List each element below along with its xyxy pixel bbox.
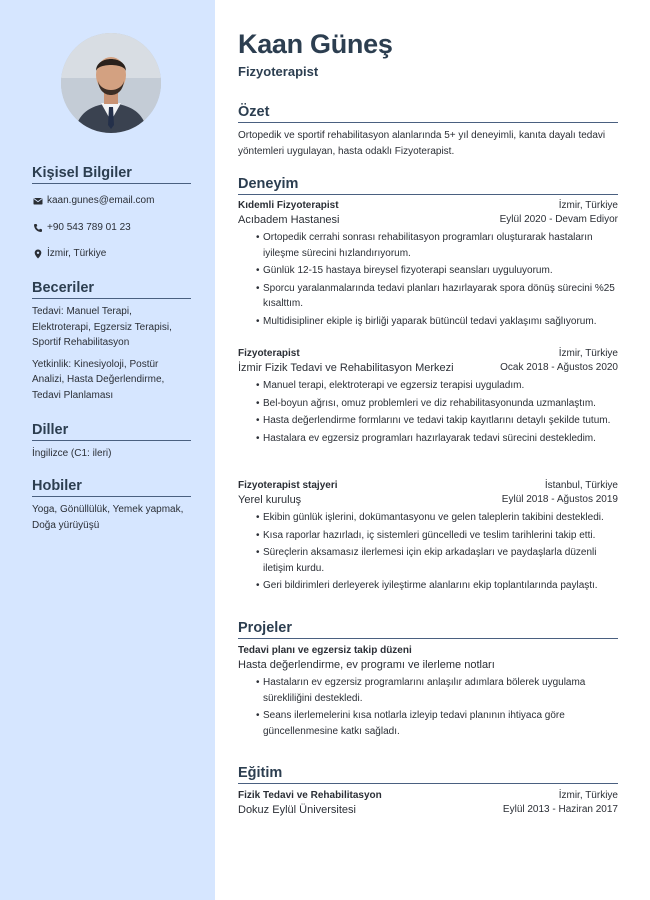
project-header [238, 644, 618, 658]
project-subheader [238, 658, 618, 672]
sidebar [0, 0, 215, 900]
bullet-item: • Hastalara ev egzersiz programları hazırlayarak tedavi sürecini destekledim. [256, 431, 618, 447]
bullet-item: • Kısa raporlar hazırladı, iç sistemleri güncelledi ve teslim tarihlerini takip etti. [256, 528, 618, 544]
bullet-item: • Manuel terapi, elektroterapi ve egzersiz terapisi uyguladım. [256, 378, 618, 394]
job-company: İzmir Fizik Tedavi ve Rehabilitasyon Merkezi [238, 362, 454, 374]
skills-title: Beceriler [32, 279, 191, 299]
experience-section [238, 175, 618, 195]
job-entry [238, 479, 618, 596]
education-header [238, 789, 618, 803]
project-bullets [256, 675, 618, 739]
personal-info-section [32, 164, 191, 260]
job-header [238, 199, 618, 213]
job-dates: Eylül 2018 - Ağustos 2019 [501, 494, 618, 505]
job-location: İstanbul, Türkiye [544, 480, 618, 491]
email-text[interactable]: kaan.gunes@email.com [47, 195, 155, 206]
skills-competency: Yetkinlik: Kinesiyoloji, Postür Analizi, Hasta Değerlendirme, Tedavi Planlaması [32, 358, 165, 401]
hobbies-text: Yoga, Gönüllülük, Yemek yapmak, Doğa yürüyüşü [32, 504, 184, 531]
job-header [238, 347, 618, 361]
education-degree: Fizik Tedavi ve Rehabilitasyon [238, 790, 382, 801]
email-row [32, 194, 191, 207]
job-position: Fizyoterapist stajyeri [238, 480, 338, 491]
full-name: Kaan Güneş [238, 29, 393, 59]
experience-title: Deneyim [238, 175, 618, 195]
job-entry [238, 199, 618, 331]
phone-row [32, 221, 191, 234]
bullet-item: • Seans ilerlemelerini kısa notlarla izleyip tedavi planının ihtiyaca göre güncellenmesine katkı sağladı. [256, 708, 618, 739]
summary-section [238, 103, 618, 159]
summary-title: Özet [238, 103, 618, 123]
location-pin-icon [32, 248, 43, 259]
education-subheader [238, 803, 618, 817]
profile-photo [61, 33, 161, 133]
bullet-item: • Ekibin günlük işlerini, dokümantasyonu ve gelen taleplerin takibini destekledi. [256, 510, 618, 526]
languages-text: İngilizce (C1: ileri) [32, 448, 112, 459]
project-entry [238, 644, 618, 741]
project-subtitle: Hasta değerlendirme, ev programı ve ilerleme notları [238, 659, 495, 671]
bullet-item: • Bel-boyun ağrısı, omuz problemleri ve diz rehabilitasyonunda uzmanlaştım. [256, 396, 618, 412]
job-header [238, 479, 618, 493]
job-bullets [256, 510, 618, 594]
job-location: İzmir, Türkiye [558, 200, 618, 211]
projects-section [238, 619, 618, 639]
envelope-icon [32, 195, 43, 206]
job-position: Fizyoterapist [238, 348, 300, 359]
project-name: Tedavi planı ve egzersiz takip düzeni [238, 645, 412, 656]
job-dates: Ocak 2018 - Ağustos 2020 [500, 362, 618, 373]
personal-info-title: Kişisel Bilgiler [32, 164, 191, 184]
education-title: Eğitim [238, 764, 618, 784]
job-title: Fizyoterapist [238, 64, 319, 79]
job-company: Yerel kuruluş [238, 494, 302, 506]
job-company: Acıbadem Hastanesi [238, 214, 340, 226]
hobbies-title: Hobiler [32, 477, 191, 497]
job-subheader [238, 493, 618, 507]
location-row [32, 247, 191, 260]
skills-section [32, 279, 191, 403]
bullet-item: • Hastaların ev egzersiz programlarını anlaşılır adımlara bölerek uygulama sürekliliğini destekledi. [256, 675, 618, 706]
education-school: Dokuz Eylül Üniversitesi [238, 804, 356, 816]
job-position: Kıdemli Fizyoterapist [238, 200, 339, 211]
job-dates: Eylül 2020 - Devam Ediyor [499, 214, 618, 225]
education-dates: Eylül 2013 - Haziran 2017 [502, 804, 618, 815]
location-text: İzmir, Türkiye [47, 248, 107, 259]
bullet-item: • Süreçlerin aksamasız ilerlemesi için ekip arkadaşları ve paydaşlarla düzenli iletişim kurdu. [256, 545, 618, 576]
education-entry [238, 789, 618, 817]
bullet-item: • Multidisipliner ekiple iş birliği yaparak bütüncül tedavi yaklaşımı sağlıyorum. [256, 314, 618, 330]
bullet-item: • Günlük 12-15 hastaya bireysel fizyoterapi seansları uyguluyorum. [256, 263, 618, 279]
job-bullets [256, 230, 618, 329]
projects-title: Projeler [238, 619, 618, 639]
profile-photo-image [61, 33, 161, 133]
education-section [238, 764, 618, 784]
job-bullets [256, 378, 618, 446]
job-location: İzmir, Türkiye [558, 348, 618, 359]
skills-treatment: Tedavi: Manuel Terapi, Elektroterapi, Egzersiz Terapisi, Sportif Rehabilitasyon [32, 306, 172, 348]
languages-title: Diller [32, 421, 191, 441]
phone-text[interactable]: +90 543 789 01 23 [47, 222, 131, 233]
job-entry [238, 347, 618, 448]
bullet-item: • Ortopedik cerrahi sonrası rehabilitasyon programları oluşturarak hastaların iyileşme sürecini hızlandırıyorum. [256, 230, 618, 261]
bullet-item: • Hasta değerlendirme formlarını ve tedavi takip kayıtlarını detaylı şekilde tutum. [256, 413, 618, 429]
languages-section [32, 421, 191, 462]
job-subheader [238, 361, 618, 375]
bullet-item: • Sporcu yaralanmalarında tedavi planları hazırlayarak spora dönüş sürecini %25 kısalttım. [256, 281, 618, 312]
phone-icon [32, 222, 43, 233]
job-subheader [238, 213, 618, 227]
bullet-item: • Geri bildirimleri derleyerek iyileştirme alanlarını ekip toplantılarında paylaştı. [256, 578, 618, 594]
education-location: İzmir, Türkiye [558, 790, 618, 801]
hobbies-section [32, 477, 191, 533]
summary-text: Ortopedik ve sportif rehabilitasyon alanlarında 5+ yıl deneyimli, kanıta dayalı tedavi yöntemleri uygulayan, hasta odaklı Fizyoterapist. [238, 130, 606, 157]
